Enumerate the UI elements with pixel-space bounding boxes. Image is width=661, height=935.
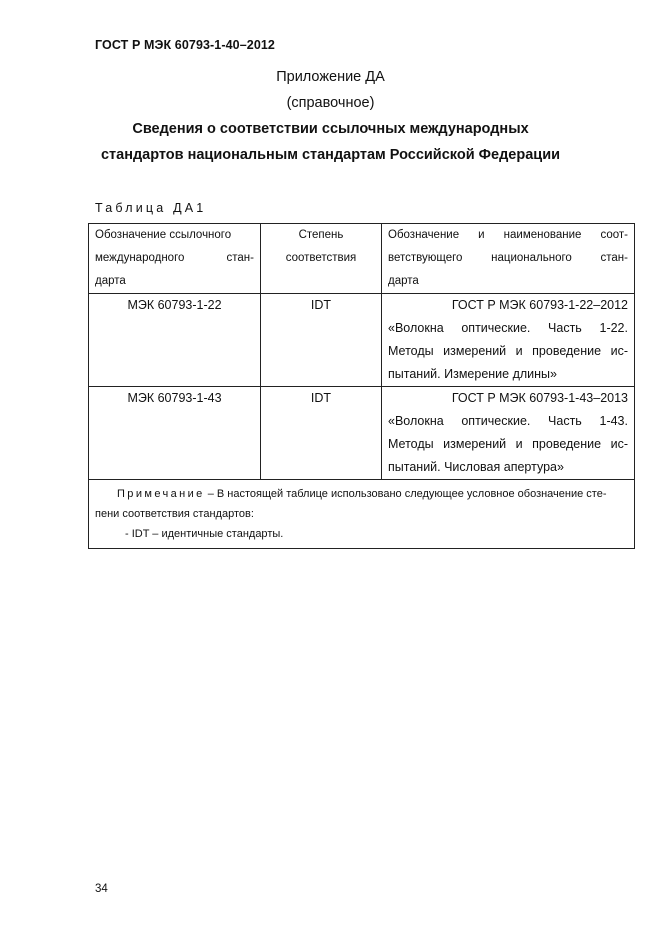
header-text-line: Обозначение и наименование соот- xyxy=(388,229,628,241)
header-text-line: соответствия xyxy=(285,252,357,264)
header-text-line: дарта xyxy=(95,275,126,287)
table-header-row xyxy=(89,224,635,294)
note-line: - IDT – идентичные стандарты. xyxy=(125,528,284,540)
national-standard-text-line: пытаний. Числовая апертура» xyxy=(388,460,564,474)
table-row xyxy=(89,294,635,387)
national-standard-code: ГОСТ Р МЭК 60793-1-43–2013 xyxy=(451,391,628,405)
cell-degree: IDT xyxy=(261,387,382,480)
header-text-line: ветствующего национального стан- xyxy=(388,252,628,264)
note-line: пени соответствия стандартов: xyxy=(95,508,254,520)
cell-national-standard xyxy=(382,387,635,480)
appendix-title-block xyxy=(0,64,661,168)
national-standard-code: ГОСТ Р МЭК 60793-1-22–2012 xyxy=(451,298,628,312)
note-label: Примечание xyxy=(117,488,205,500)
note-line xyxy=(95,484,624,504)
national-standard-text-line: пытаний. Измерение длины» xyxy=(388,367,557,381)
header-cell-degree xyxy=(261,224,382,294)
cell-reference-standard: МЭК 60793-1-43 xyxy=(89,387,261,480)
header-text-line: дарта xyxy=(388,275,419,287)
cell-national-standard xyxy=(382,294,635,387)
table-note xyxy=(89,480,635,549)
correspondence-table-wrapper xyxy=(88,223,634,549)
table-row xyxy=(89,387,635,480)
note-text: – В настоящей таблице использовано следующее условное обозначение сте- xyxy=(204,488,607,500)
table-caption: Таблица ДА1 xyxy=(95,201,207,215)
national-standard-text-line: «Волокна оптические. Часть 1-22. xyxy=(388,321,628,335)
national-standard-text-line: Методы измерений и проведение ис- xyxy=(388,344,628,358)
appendix-title: Приложение ДА xyxy=(276,69,385,85)
header-cell-reference-standard xyxy=(89,224,261,294)
correspondence-table xyxy=(88,223,635,549)
cell-reference-standard: МЭК 60793-1-22 xyxy=(89,294,261,387)
header-text-line: Степень xyxy=(298,229,344,241)
cell-degree: IDT xyxy=(261,294,382,387)
national-standard-text-line: Методы измерений и проведение ис- xyxy=(388,437,628,451)
table-note-row xyxy=(89,480,635,549)
appendix-heading-line-1: Сведения о соответствии ссылочных международных xyxy=(132,121,529,137)
header-text-line: международного стан- xyxy=(95,252,254,264)
appendix-heading-line-2: стандартов национальным стандартам Российской Федерации xyxy=(100,147,561,163)
header-cell-national-standard xyxy=(382,224,635,294)
document-header-code: ГОСТ Р МЭК 60793-1-40–2012 xyxy=(95,38,275,52)
header-text-line: Обозначение ссылочного xyxy=(95,229,232,241)
national-standard-text-line: «Волокна оптические. Часть 1-43. xyxy=(388,414,628,428)
page-number: 34 xyxy=(95,883,108,895)
appendix-type: (справочное) xyxy=(286,95,375,111)
